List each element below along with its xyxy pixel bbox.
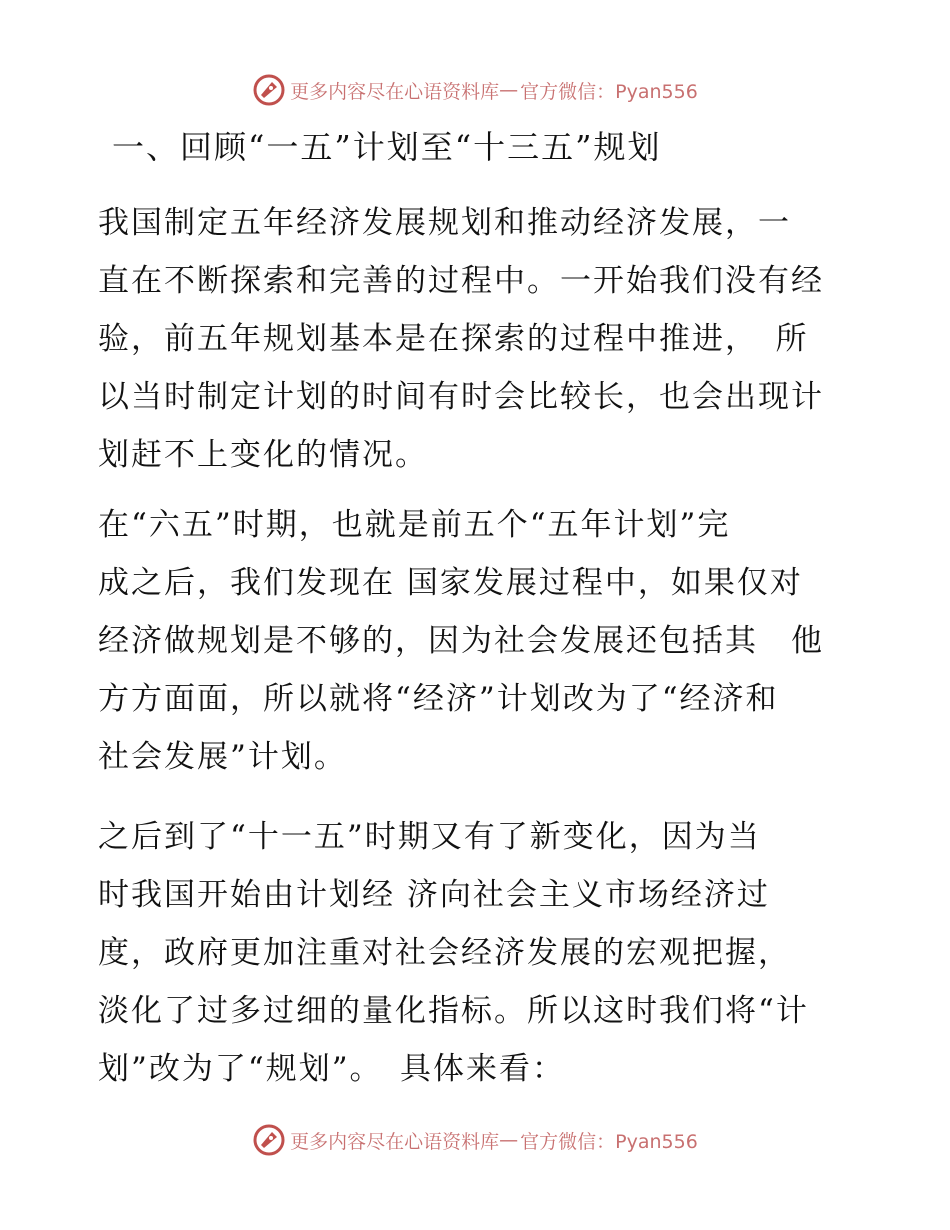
pen-nib-icon	[252, 73, 286, 107]
footer-watermark-banner	[0, 1120, 950, 1160]
paragraph-line: 经济做规划是不够的，因为社会发展还包括其 他	[98, 623, 824, 659]
paragraph-line: 方方面面，所以就将“经济”计划改为了“经济和	[98, 681, 779, 717]
section-heading: 一、回顾“一五”计划至“十三五”规划	[112, 128, 662, 166]
banner-wechat-text: 官方微信：Pyan556	[520, 1130, 698, 1153]
paragraph-line: 度，政府更加注重对社会经济发展的宏观把握，	[98, 935, 791, 971]
paragraph-line: 淡化了过多过细的量化指标。所以这时我们将“计	[98, 993, 809, 1029]
paragraph-line: 成之后，我们发现在 国家发展过程中，如果仅对	[98, 565, 803, 601]
paragraph-line: 社会发展”计划。	[98, 739, 347, 775]
pen-nib-icon	[252, 1123, 286, 1157]
paragraph-3	[98, 808, 858, 1098]
paragraph-line: 划”改为了“规划”。 具体来看：	[98, 1051, 566, 1087]
banner-separator: —	[499, 1129, 519, 1151]
paragraph-line: 划赶不上变化的情况。	[98, 437, 428, 473]
paragraph-line: 在“六五”时期，也就是前五个“五年计划”完	[98, 507, 731, 543]
paragraph-line: 之后到了“十一五”时期又有了新变化，因为当	[98, 819, 761, 855]
paragraph-line: 我国制定五年经济发展规划和推动经济发展，一	[98, 205, 791, 241]
paragraph-2	[98, 496, 858, 786]
paragraph-line: 直在不断探索和完善的过程中。一开始我们没有经	[98, 263, 824, 299]
paragraph-line: 以当时制定计划的时间有时会比较长，也会出现计	[98, 379, 824, 415]
header-watermark-banner	[0, 70, 950, 110]
paragraph-1	[98, 194, 858, 484]
banner-site-text: 更多内容尽在心语资料库	[290, 1130, 500, 1153]
paragraph-line: 验，前五年规划基本是在探索的过程中推进， 所	[98, 321, 809, 357]
banner-separator: —	[499, 79, 519, 101]
paragraph-line: 时我国开始由计划经 济向社会主义市场经济过	[98, 877, 770, 913]
banner-site-text: 更多内容尽在心语资料库	[290, 80, 500, 103]
banner-wechat-text: 官方微信：Pyan556	[520, 80, 698, 103]
